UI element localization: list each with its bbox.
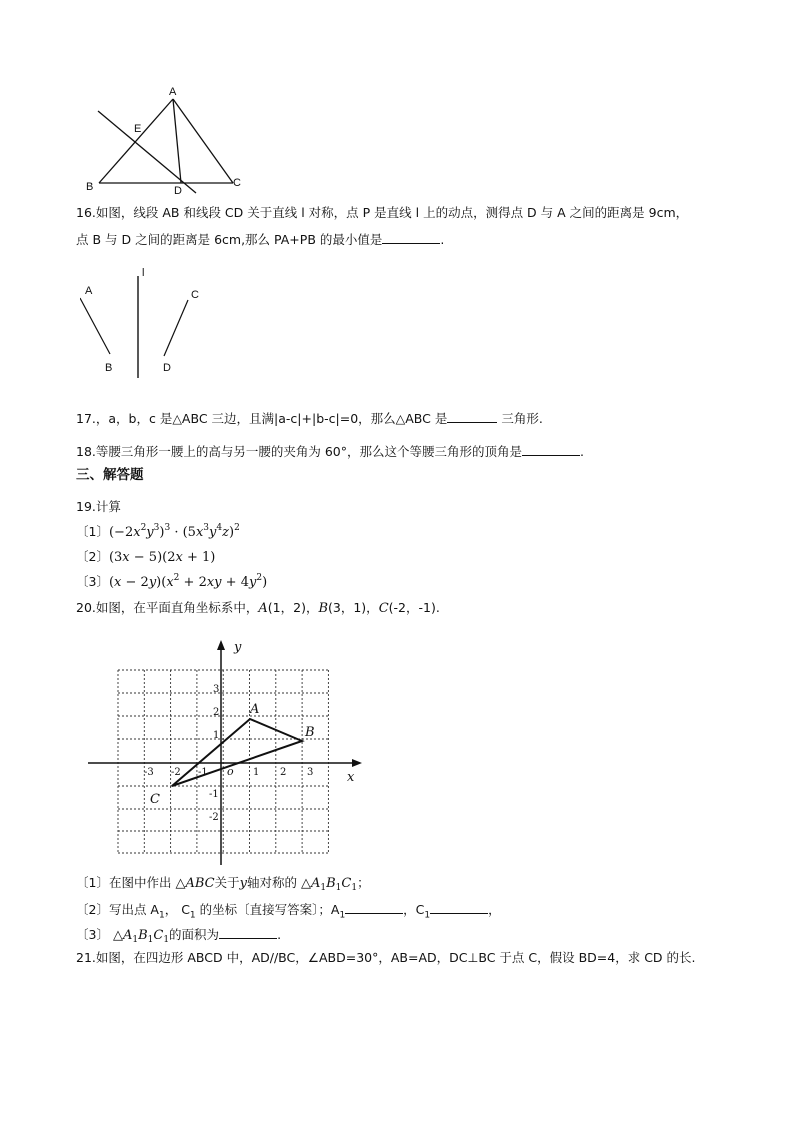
- x-axis-arrow: [352, 759, 362, 767]
- question-16-end: .: [440, 232, 445, 247]
- question-18: [76, 443, 584, 460]
- question-16-line1: 16.如图，线段 AB 和线段 CD 关于直线 l 对称，点 P 是直线 l 上的动点，测得点 D 与 A 之间的距离是 9cm，: [76, 205, 689, 220]
- segment-ed-extended: [98, 111, 196, 193]
- intro-text: 20.如图，在平面直角坐标系中，: [76, 600, 259, 615]
- answer-blank-17[interactable]: [447, 410, 497, 423]
- question-18-end: .: [580, 444, 584, 459]
- label-e: E: [134, 123, 142, 135]
- a1-subscript: 1: [158, 910, 165, 921]
- point-b-name: B: [318, 601, 329, 616]
- question-20-part3: [76, 926, 281, 944]
- y-tick-label: 3: [213, 684, 220, 695]
- expression-1: $(-2x^2y^3)^3 \cdot (5x^3y^4z)^2$: [108, 523, 240, 540]
- question-18-text: 18.等腰三角形一腰上的高与另一腰的夹角为 60°，那么这个等腰三角形的顶角是: [76, 444, 523, 459]
- question-19-part3: [76, 574, 267, 591]
- segment-ad: [173, 99, 181, 183]
- question-16-text: 点 B 与 D 之间的距离是 6cm,那么 PA+PB 的最小值是: [76, 232, 383, 247]
- part3-end: .: [277, 927, 282, 942]
- origin-label: o: [227, 765, 234, 778]
- grid-lines: [118, 670, 328, 853]
- y-axis-label: y: [234, 640, 242, 655]
- question-21: 21.如图，在四边形 ABCD 中，AD//BC，∠ABD=30°，AB=AD，DC⊥BC 于点 C，假设 BD=4，求 CD 的长.: [76, 950, 696, 965]
- part2-text-mid2: 的坐标〔直接写答案〕；A: [195, 902, 340, 917]
- part-label-2: 〔2〕: [76, 549, 109, 564]
- question-17: [76, 410, 543, 427]
- label-c: C: [233, 177, 241, 189]
- a1-subscript: 1: [339, 910, 346, 921]
- triangle-a1b1c1-expr: $\triangle A_1B_1C_1$: [112, 928, 170, 945]
- label-b: B: [86, 181, 94, 193]
- point-c-label: C: [150, 792, 160, 807]
- label-b: B: [105, 362, 113, 374]
- question-20-part1: [76, 875, 370, 892]
- question-20-part2: [76, 901, 501, 924]
- question-19-title: 19.计算: [76, 499, 121, 514]
- question-19-part2: [76, 549, 215, 566]
- part1-end: ；: [357, 875, 370, 890]
- x-axis-label: x: [347, 770, 355, 785]
- segment-ab: [80, 298, 110, 354]
- answer-blank-18[interactable]: [522, 443, 580, 456]
- answer-blank-c1[interactable]: [430, 901, 488, 914]
- triangle-figure-15: [80, 82, 250, 196]
- x-tick-label: -1: [198, 767, 208, 778]
- point-a-name: A: [258, 601, 268, 616]
- x-tick-label: 2: [280, 767, 287, 778]
- answer-blank-16[interactable]: [382, 231, 440, 244]
- y-tick-label: -1: [209, 789, 219, 800]
- label-a: A: [85, 285, 93, 297]
- x-tick-label: -3: [144, 767, 154, 778]
- part3-text: 〔3〕: [76, 927, 109, 942]
- point-a-coord: (1，2)，: [267, 600, 319, 615]
- question-20-intro: [76, 600, 440, 617]
- label-l: l: [142, 267, 145, 279]
- point-b-coord: (3，1)，: [328, 600, 379, 615]
- x-tick-label: 3: [307, 767, 314, 778]
- x-tick-label: -2: [171, 767, 181, 778]
- section-3-title: 三、解答题: [76, 467, 144, 483]
- answer-blank-a1[interactable]: [345, 901, 403, 914]
- label-d: D: [163, 362, 171, 374]
- x-tick-label: 1: [253, 767, 260, 778]
- part2-text-mid3: ，C: [403, 902, 425, 917]
- part2-text: 〔2〕写出点 A: [76, 902, 159, 917]
- question-17-end: 三角形.: [497, 411, 543, 426]
- point-c-name: C: [378, 601, 389, 616]
- y-axis-symbol: y: [239, 876, 247, 891]
- label-a: A: [169, 86, 177, 98]
- triangle-a1b1c1-expr: $\triangle A_1B_1C_1$: [300, 876, 358, 893]
- label-d: D: [174, 185, 182, 196]
- part1-text: 〔1〕在图中作出: [76, 875, 172, 890]
- point-a-label: A: [250, 702, 260, 717]
- y-axis-arrow: [217, 640, 225, 650]
- segment-ac: [173, 99, 233, 183]
- y-tick-label: -2: [209, 812, 219, 823]
- part-label-1: 〔1〕: [76, 524, 109, 539]
- part2-text-mid: ， C: [164, 902, 190, 917]
- answer-blank-area[interactable]: [219, 926, 277, 939]
- part2-end: ，: [488, 902, 501, 917]
- triangle-abc-expr: △ABC: [175, 876, 215, 891]
- question-16-line2: [76, 231, 444, 248]
- question-19-part1: [76, 524, 240, 541]
- symmetry-figure-16: [80, 262, 210, 382]
- part-label-3: 〔3〕: [76, 574, 109, 589]
- part3-text-mid: 的面积为: [169, 927, 220, 942]
- part1-text-axis: 轴对称的: [246, 875, 297, 890]
- c1-subscript: 1: [189, 910, 196, 921]
- point-c-coord: (-2，-1).: [388, 600, 440, 615]
- expression-2: (3x − 5)(2x + 1): [108, 550, 216, 565]
- segment-cd: [164, 300, 188, 356]
- y-tick-label: 2: [213, 707, 220, 718]
- question-17-text: 17.，a，b，c 是△ABC 三边，且满|a-c|+|b-c|=0，那么△ABC 是: [76, 411, 448, 426]
- coordinate-grid-figure: [84, 635, 374, 867]
- expression-3: $(x - 2y)(x^2 + 2xy + 4y^2)$: [108, 573, 268, 590]
- part1-text-mid: 关于: [214, 875, 240, 890]
- segment-ab: [99, 99, 173, 183]
- label-c: C: [191, 289, 199, 301]
- y-tick-label: 1: [213, 730, 220, 741]
- point-b-label: B: [305, 725, 315, 740]
- c1-subscript: 1: [424, 910, 431, 921]
